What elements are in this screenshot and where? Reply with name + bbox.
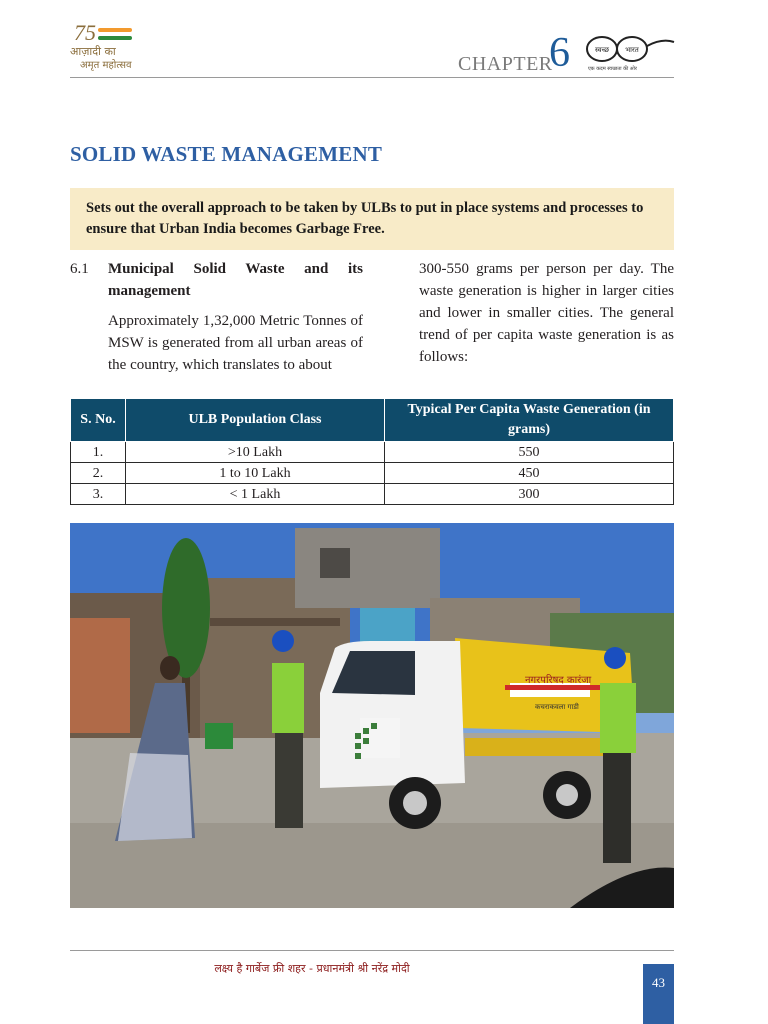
sb-logo-right-word: भारत — [625, 46, 639, 54]
garbage-collection-photo — [70, 523, 674, 908]
swachh-bharat-logo — [584, 34, 676, 76]
paragraph-right: 300-550 grams per person per day. The waste generation is higher in larger cities and lower in smaller cities. The general trend of per capita waste generation is as follows: — [419, 261, 674, 365]
page-number: 43 — [643, 964, 674, 1024]
table-header-row — [71, 399, 674, 442]
sb-logo-left-word: स्वच्छ — [594, 46, 610, 54]
table-cell: 3. — [71, 484, 126, 505]
table-cell: 1. — [71, 442, 126, 463]
tricolor-flag-icon — [98, 28, 132, 40]
table-cell: >10 Lakh — [126, 442, 385, 463]
header-divider — [70, 77, 674, 78]
table-cell: 1 to 10 Lakh — [126, 463, 385, 484]
table-cell: < 1 Lakh — [126, 484, 385, 505]
truck-sign-text: नगरपरिषद कारंजा — [525, 675, 592, 686]
summary-box — [70, 188, 674, 250]
table-cell: 450 — [385, 463, 674, 484]
footer-slogan: लक्ष्य है गार्बेज फ्री शहर - प्रधानमंत्री श्री नरेंद्र मोदी — [214, 962, 410, 975]
footer-divider — [70, 950, 674, 951]
logo-line-2: अमृत महोत्सव — [80, 60, 132, 71]
truck-sign-subtext: कचराकवला गाडी — [535, 703, 579, 711]
section-number: 6.1 — [70, 261, 89, 277]
section-heading: Municipal Solid Waste and its management — [108, 261, 363, 299]
table-header-waste-generation: Typical Per Capita Waste Generation (in grams) — [385, 399, 674, 442]
table-row — [71, 463, 674, 484]
table-row — [71, 484, 674, 505]
summary-text: Sets out the overall approach to be taken by ULBs to put in place systems and processes to ensure that Urban India becomes Garbage Free. — [86, 200, 644, 237]
table-cell: 300 — [385, 484, 674, 505]
chapter-number: 6 — [549, 30, 570, 76]
sb-logo-tagline: एक कदम स्वच्छता की ओर — [588, 66, 637, 72]
waste-generation-table — [70, 398, 674, 505]
chapter-label: CHAPTER — [458, 53, 553, 75]
table-row — [71, 442, 674, 463]
table-header-sno: S. No. — [71, 399, 126, 442]
logo-75-text: 75 — [74, 20, 96, 45]
paragraph-left: Approximately 1,32,000 Metric Tonnes of MSW is generated from all urban areas of the country, which translates to about — [108, 313, 363, 373]
table-cell: 550 — [385, 442, 674, 463]
azadi-ka-amrit-mahotsav-logo — [68, 20, 148, 72]
logo-line-1: आज़ादी का — [70, 45, 116, 58]
table-header-population-class: ULB Population Class — [126, 399, 385, 442]
section-title: SOLID WASTE MANAGEMENT — [70, 142, 383, 166]
table-cell: 2. — [71, 463, 126, 484]
gandhi-glasses-icon — [584, 34, 676, 66]
